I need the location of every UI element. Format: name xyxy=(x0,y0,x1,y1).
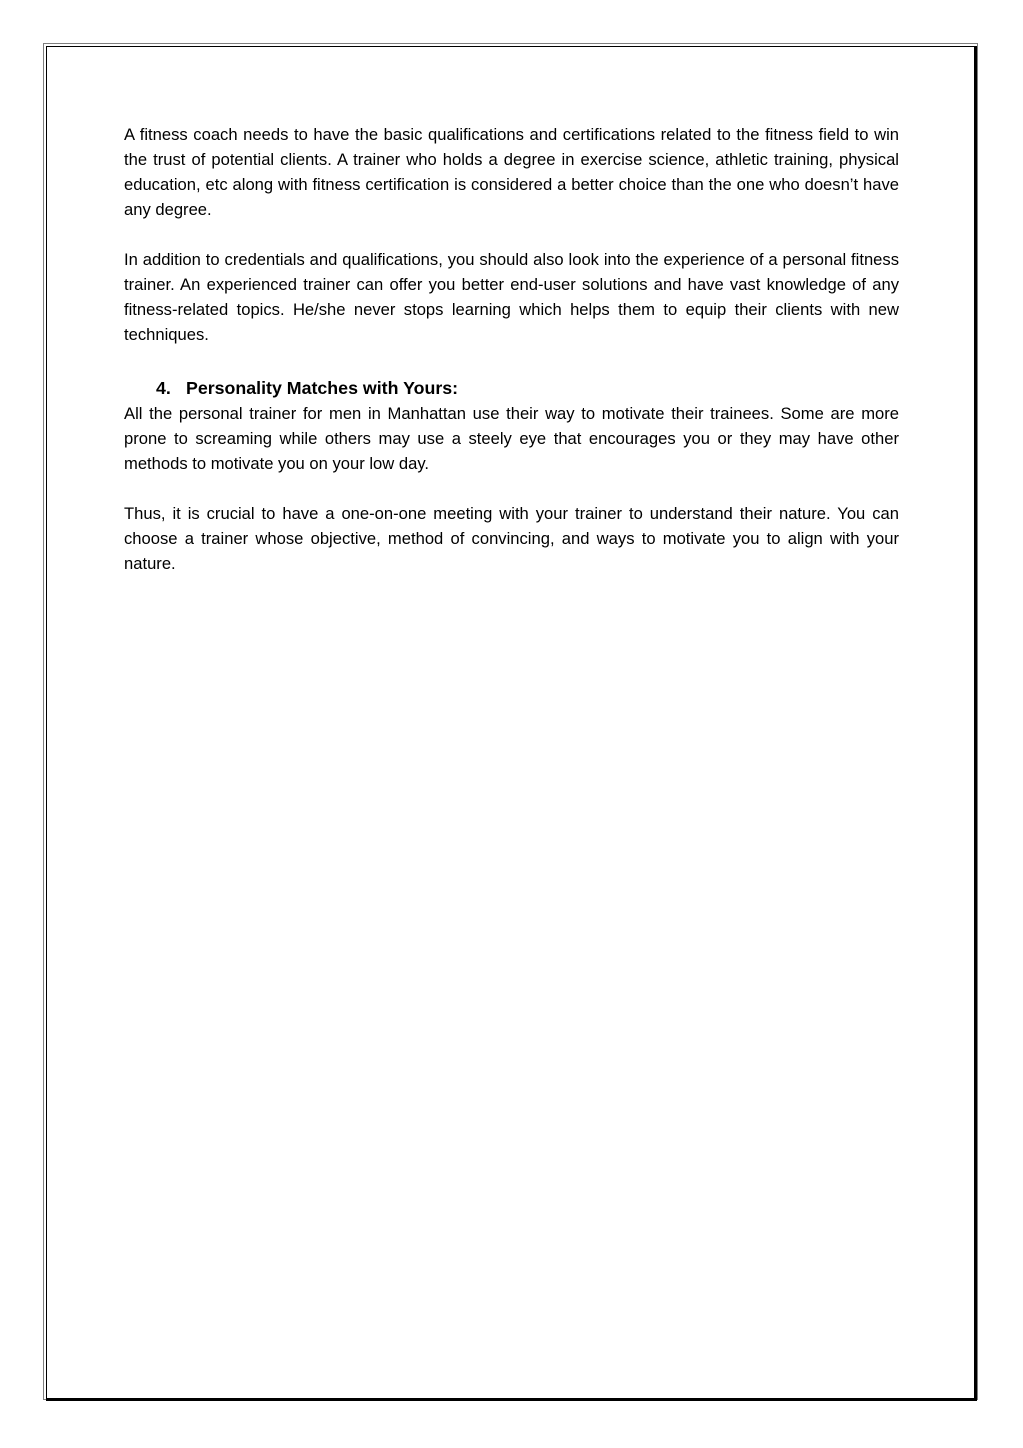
paragraph-meeting: Thus, it is crucial to have a one-on-one meeting with your trainer to understand their nature. You can choose a trainer whose objective, method of convincing, and ways to motivate you to align with your nature. xyxy=(124,504,899,573)
section-heading xyxy=(124,375,899,401)
paragraph-qualifications: A fitness coach needs to have the basic qualifications and certifications related to the fitness field to win the trust of potential clients. A trainer who holds a degree in exercise science, athletic training, physical education, etc along with fitness certification is considered a better choice than the one who doesn’t have any degree. xyxy=(124,125,899,219)
section-number: 4. xyxy=(156,378,171,398)
paragraph-motivation: All the personal trainer for men in Manhattan use their way to motivate their trainees. Some are more prone to screaming while others may use a steely eye that encourages you or they may have other methods to motivate you on your low day. xyxy=(124,404,899,473)
paragraph-experience: In addition to credentials and qualifications, you should also look into the experience of a personal fitness trainer. An experienced trainer can offer you better end-user solutions and have vast knowledge of any fitness-related topics. He/she never stops learning which helps them to equip their clients with new techniques. xyxy=(124,250,899,344)
document-body xyxy=(124,122,899,576)
section-title: Personality Matches with Yours: xyxy=(186,378,459,398)
